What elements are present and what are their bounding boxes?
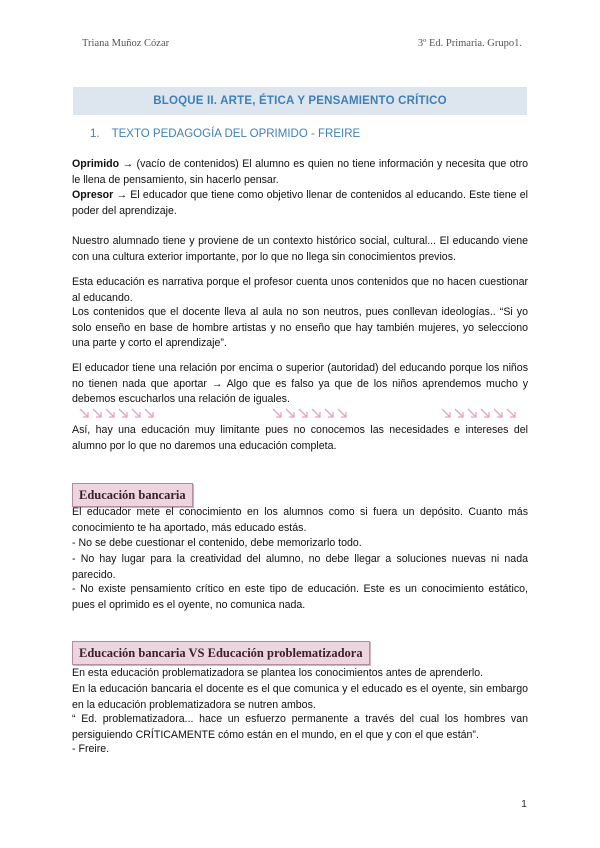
opresor-term: Opresor (72, 189, 114, 201)
block-title: BLOQUE II. ARTE, ÉTICA Y PENSAMIENTO CRÍTICO (153, 95, 447, 107)
label-educacion-bancaria: Educación bancaria (72, 483, 193, 507)
bancaria-bullet-2: - No hay lugar para la creatividad del alumno, no debe llegar a soluciones nuevas ni nada parecido. (72, 553, 528, 581)
comparacion-line-2: En la educación bancaria el docente es el que comunica y el educado es el oyente, sin embargo en la educación problematizadora se nutren ambos. (72, 683, 528, 711)
paragraph-relation: El educador tiene una relación por encima o superior (autoridad) del educando porque los niños no tienen nada que aportar → Algo que es falso ya que de los niños aprendemos mucho y debemos escucharlos una relación de iguales. (72, 362, 528, 405)
block-title-banner (73, 87, 527, 115)
paragraph-narrative: Esta educación es narrativa porque el profesor cuenta unos contenidos que no hacen cuestionar al educando. (72, 276, 528, 304)
arrow-group-2-icon (271, 407, 349, 421)
bancaria-intro: El educador mete el conocimiento en los alumnos como si fuera un depósito. Cuanto más conocimiento te ha aportado, más educado estás. (72, 506, 528, 534)
opresor-text: → El educador que tiene como objetivo llenar de contenidos al educando. Este tiene el poder del aprendizaje. (72, 189, 528, 217)
arrow-group-3-icon (440, 407, 518, 421)
definition-opresor (72, 188, 528, 219)
bancaria-bullet-1: - No se debe cuestionar el contenido, debe memorizarlo todo. (72, 537, 362, 549)
header-course: 3º Ed. Primaria. Grupo1. (417, 38, 522, 49)
paragraph-limiting: Así, hay una educación muy limitante pues no conocemos las necesidades e intereses del alumno por lo que no daremos una educación completa. (72, 424, 528, 452)
comparacion-quote: “ Ed. problematizadora... hace un esfuerzo permanente a través del cual los hombres van persiguiendo CRÍTICAMENTE cómo están en el mundo, en el que y con el que están”. (72, 713, 528, 741)
comparacion-line-1: En esta educación problematizadora se plantea los conocimientos antes de aprenderlo. (72, 667, 484, 679)
paragraph-ideology: Los contenidos que el docente lleva al aula no son neutros, pues conllevan ideologías.. “Si yo solo enseño en base de hombre artistas y no enseño que hay también mujeres, yo selecciono una parte y corto el aprendizaje”. (72, 306, 528, 349)
section-number: 1. (90, 128, 100, 140)
comparacion-attribution: - Freire. (72, 743, 110, 755)
section-heading (90, 128, 360, 140)
paragraph-context: Nuestro alumnado tiene y proviene de un contexto histórico social, cultural... El educando viene con una cultura exterior importante, por lo que no llega sin conocimientos previos. (72, 235, 528, 263)
decorative-arrows (78, 407, 518, 421)
header-author: Triana Muñoz Cózar (82, 38, 170, 49)
section-title: TEXTO PEDAGOGÍA DEL OPRIMIDO - FREIRE (111, 128, 361, 140)
label-comparacion: Educación bancaria VS Educación problematizadora (72, 641, 370, 665)
definition-oprimido (72, 157, 528, 188)
oprimido-text: → (vacío de contenidos) El alumno es quien no tiene información y necesita que otro le llena de pensamiento, sin hacerlo pensar. (72, 158, 528, 186)
page-number: 1 (521, 798, 527, 810)
arrow-group-1-icon (78, 407, 156, 421)
oprimido-term: Oprimido (72, 158, 120, 170)
bancaria-bullet-3: - No existe pensamiento crítico en este tipo de educación. Este es un conocimiento estático, pues el oprimido es el oyente, no comunica nada. (72, 583, 528, 611)
